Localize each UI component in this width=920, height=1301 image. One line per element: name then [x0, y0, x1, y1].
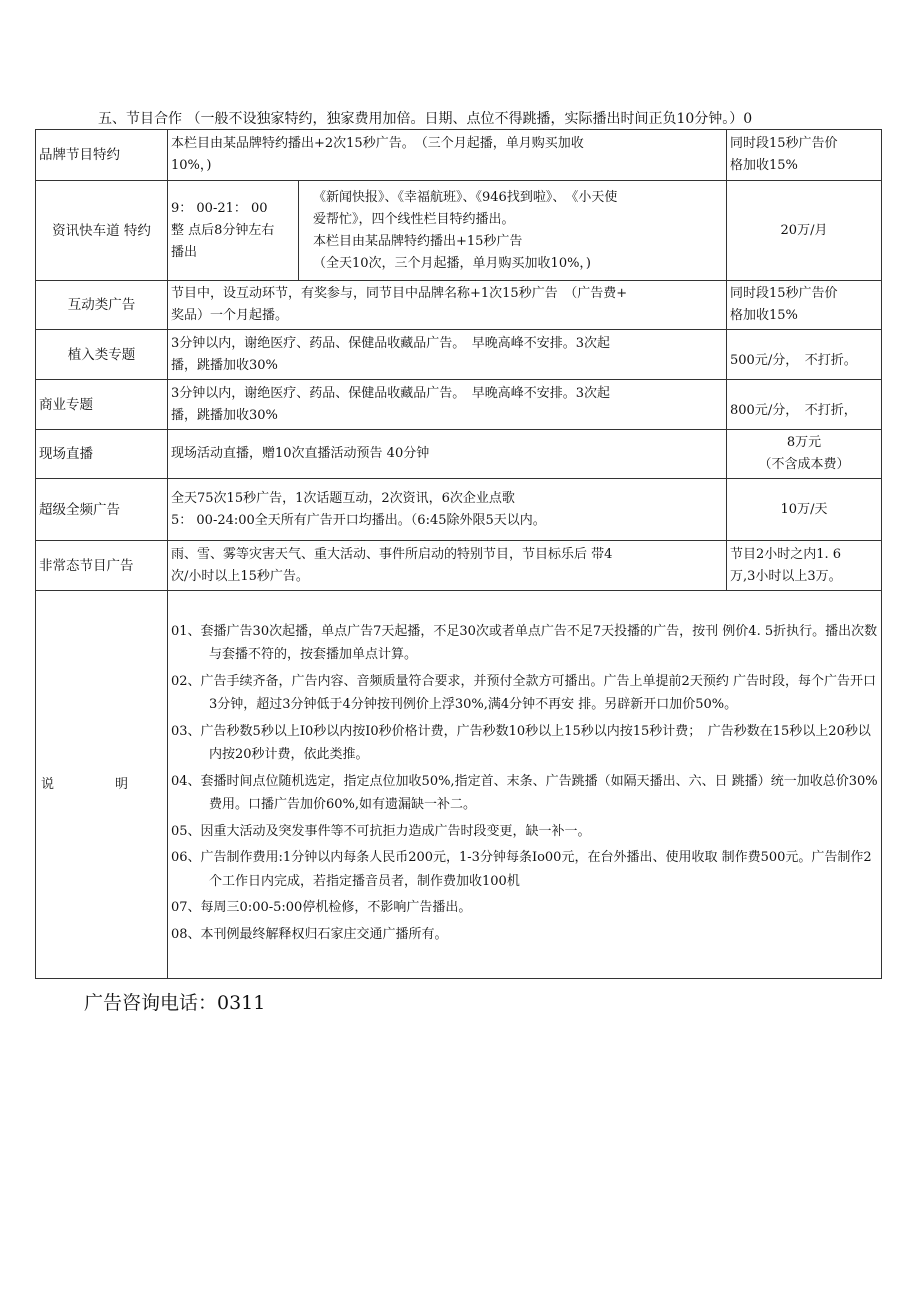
row-content: 3分钟以内，谢绝医疗、药品、保健品收藏品广告。 早晚高峰不安排。3次起 播，跳播加收30%: [168, 380, 727, 430]
note-item: 06、广告制作费用:1分钟以内每条人民币200元，1-3分钟每条Io00元，在台外播出、使用收取 制作费500元。广告制作2个工作日内完成，若指定播音员者，制作费加收100机: [171, 850, 872, 889]
row-label: 品牌节目特约: [36, 130, 168, 181]
row-price: 同时段15秒广告价 格加收15%: [727, 130, 882, 181]
row-content: 现场活动直播，赠10次直播活动预告 40分钟: [168, 430, 727, 479]
table-row: [36, 380, 882, 430]
note-item: 01、套播广告30次起播，单点广告7天起播，不足30次或者单点广告不足7天投播的广告，按刊 例价4. 5折执行。播出次数与套播不符的，按套播加单点计算。: [171, 623, 878, 663]
note-item: 07、每周三0:00-5:00停机检修，不影响广告播出。: [171, 900, 472, 916]
row-content: 雨、雪、雾等灾害天气、重大活动、事件所启动的特别节目，节目标乐后 带4 次/小时以上15秒广告。: [168, 541, 727, 591]
table-row: [36, 181, 882, 281]
table-row: [36, 330, 882, 380]
row-price: 20万/月: [727, 181, 882, 281]
section-heading: 五、节目合作 （一般不设独家特约，独家费用加倍。日期、点位不得跳播，实际播出时间正负10分钟。）0: [98, 111, 753, 127]
row-time: 9： 00-21： 00 整 点后8分钟左右 播出: [168, 181, 299, 281]
notes-list: [168, 591, 882, 979]
row-content: 全天75次15秒广告，1次话题互动，2次资讯，6次企业点歌 5： 00-24:00全天所有广告开口均播出。（6:45除外限5天以内。: [168, 479, 727, 541]
row-price: 500元/分， 不打折。: [727, 330, 882, 380]
table-row: [36, 479, 882, 541]
note-item: 04、套播时间点位随机选定，指定点位加收50%,指定首、末条、广告跳播（如隔天播出、六、日 跳播）统一加收总价30%费用。口播广告加价60%,如有遗漏缺一补二。: [171, 773, 878, 813]
note-item: 03、广告秒数5秒以上I0秒以内按I0秒价格计费，广告秒数10秒以上15秒以内按15秒计费； 广告秒数在15秒以上20秒以内按20秒计费，依此类推。: [171, 723, 871, 763]
note-item: 08、本刊例最终解释权归石家庄交通广播所有。: [171, 926, 448, 942]
row-label: 非常态节目广告: [36, 541, 168, 591]
table-row: [36, 130, 882, 181]
note-item: 05、因重大活动及突发事件等不可抗拒力造成广告时段变更，缺一补一。: [171, 823, 591, 839]
row-label: 现场直播: [36, 430, 168, 479]
row-price: 10万/天: [727, 479, 882, 541]
row-price: 800元/分， 不打折，: [727, 380, 882, 430]
row-label: 互动类广告: [36, 281, 168, 330]
row-content: 节目中，设互动环节，有奖参与，同节目中品牌名称+1次15秒广告 （广告费+ 奖品）一个月起播。: [168, 281, 727, 330]
row-label: 植入类专题: [36, 330, 168, 380]
table-row: [36, 541, 882, 591]
notes-label-left: 说: [41, 776, 55, 792]
row-content: 《新闻快报》、《幸福航班》、《946找到啦》、 《小天使 爱帮忙》，四个线性栏目特约播出。 本栏目由某品牌特约播出+15秒广告 （全天10次，三个月起播，单月购买加收10%，): [299, 181, 727, 281]
row-label: 资讯快车道 特约: [36, 181, 168, 281]
row-price: 8万元 （不含成本费）: [727, 430, 882, 479]
row-price: 节目2小时之内1. 6 万,3小时以上3万。: [727, 541, 882, 591]
table-row: [36, 430, 882, 479]
row-content: 本栏目由某品牌特约播出+2次15秒广告。 （三个月起播，单月购买加收 10%，): [168, 130, 727, 181]
row-label: 商业专题: [36, 380, 168, 430]
row-label: 超级全频广告: [36, 479, 168, 541]
contact-footer: 广告咨询电话：0311: [84, 992, 266, 1014]
row-price: 同时段15秒广告价 格加收15%: [727, 281, 882, 330]
notes-row: [36, 591, 882, 979]
row-content: 3分钟以内，谢绝医疗、药品、保健品收藏品广告。 早晚高峰不安排。3次起 播，跳播加收30%: [168, 330, 727, 380]
notes-label-right: 明: [114, 776, 128, 792]
rate-table: [35, 129, 882, 979]
note-item: 02、广告手续齐备，广告内容、音频质量符合要求，并预付全款方可播出。广告上单提前2天预约 广告时段，每个广告开口 3分钟，超过3分钟低于4分钟按刊例价上浮30%,满4分钟不再安 排。另辟新开口加价50%。: [171, 673, 876, 713]
notes-label: [36, 591, 168, 979]
table-row: [36, 281, 882, 330]
